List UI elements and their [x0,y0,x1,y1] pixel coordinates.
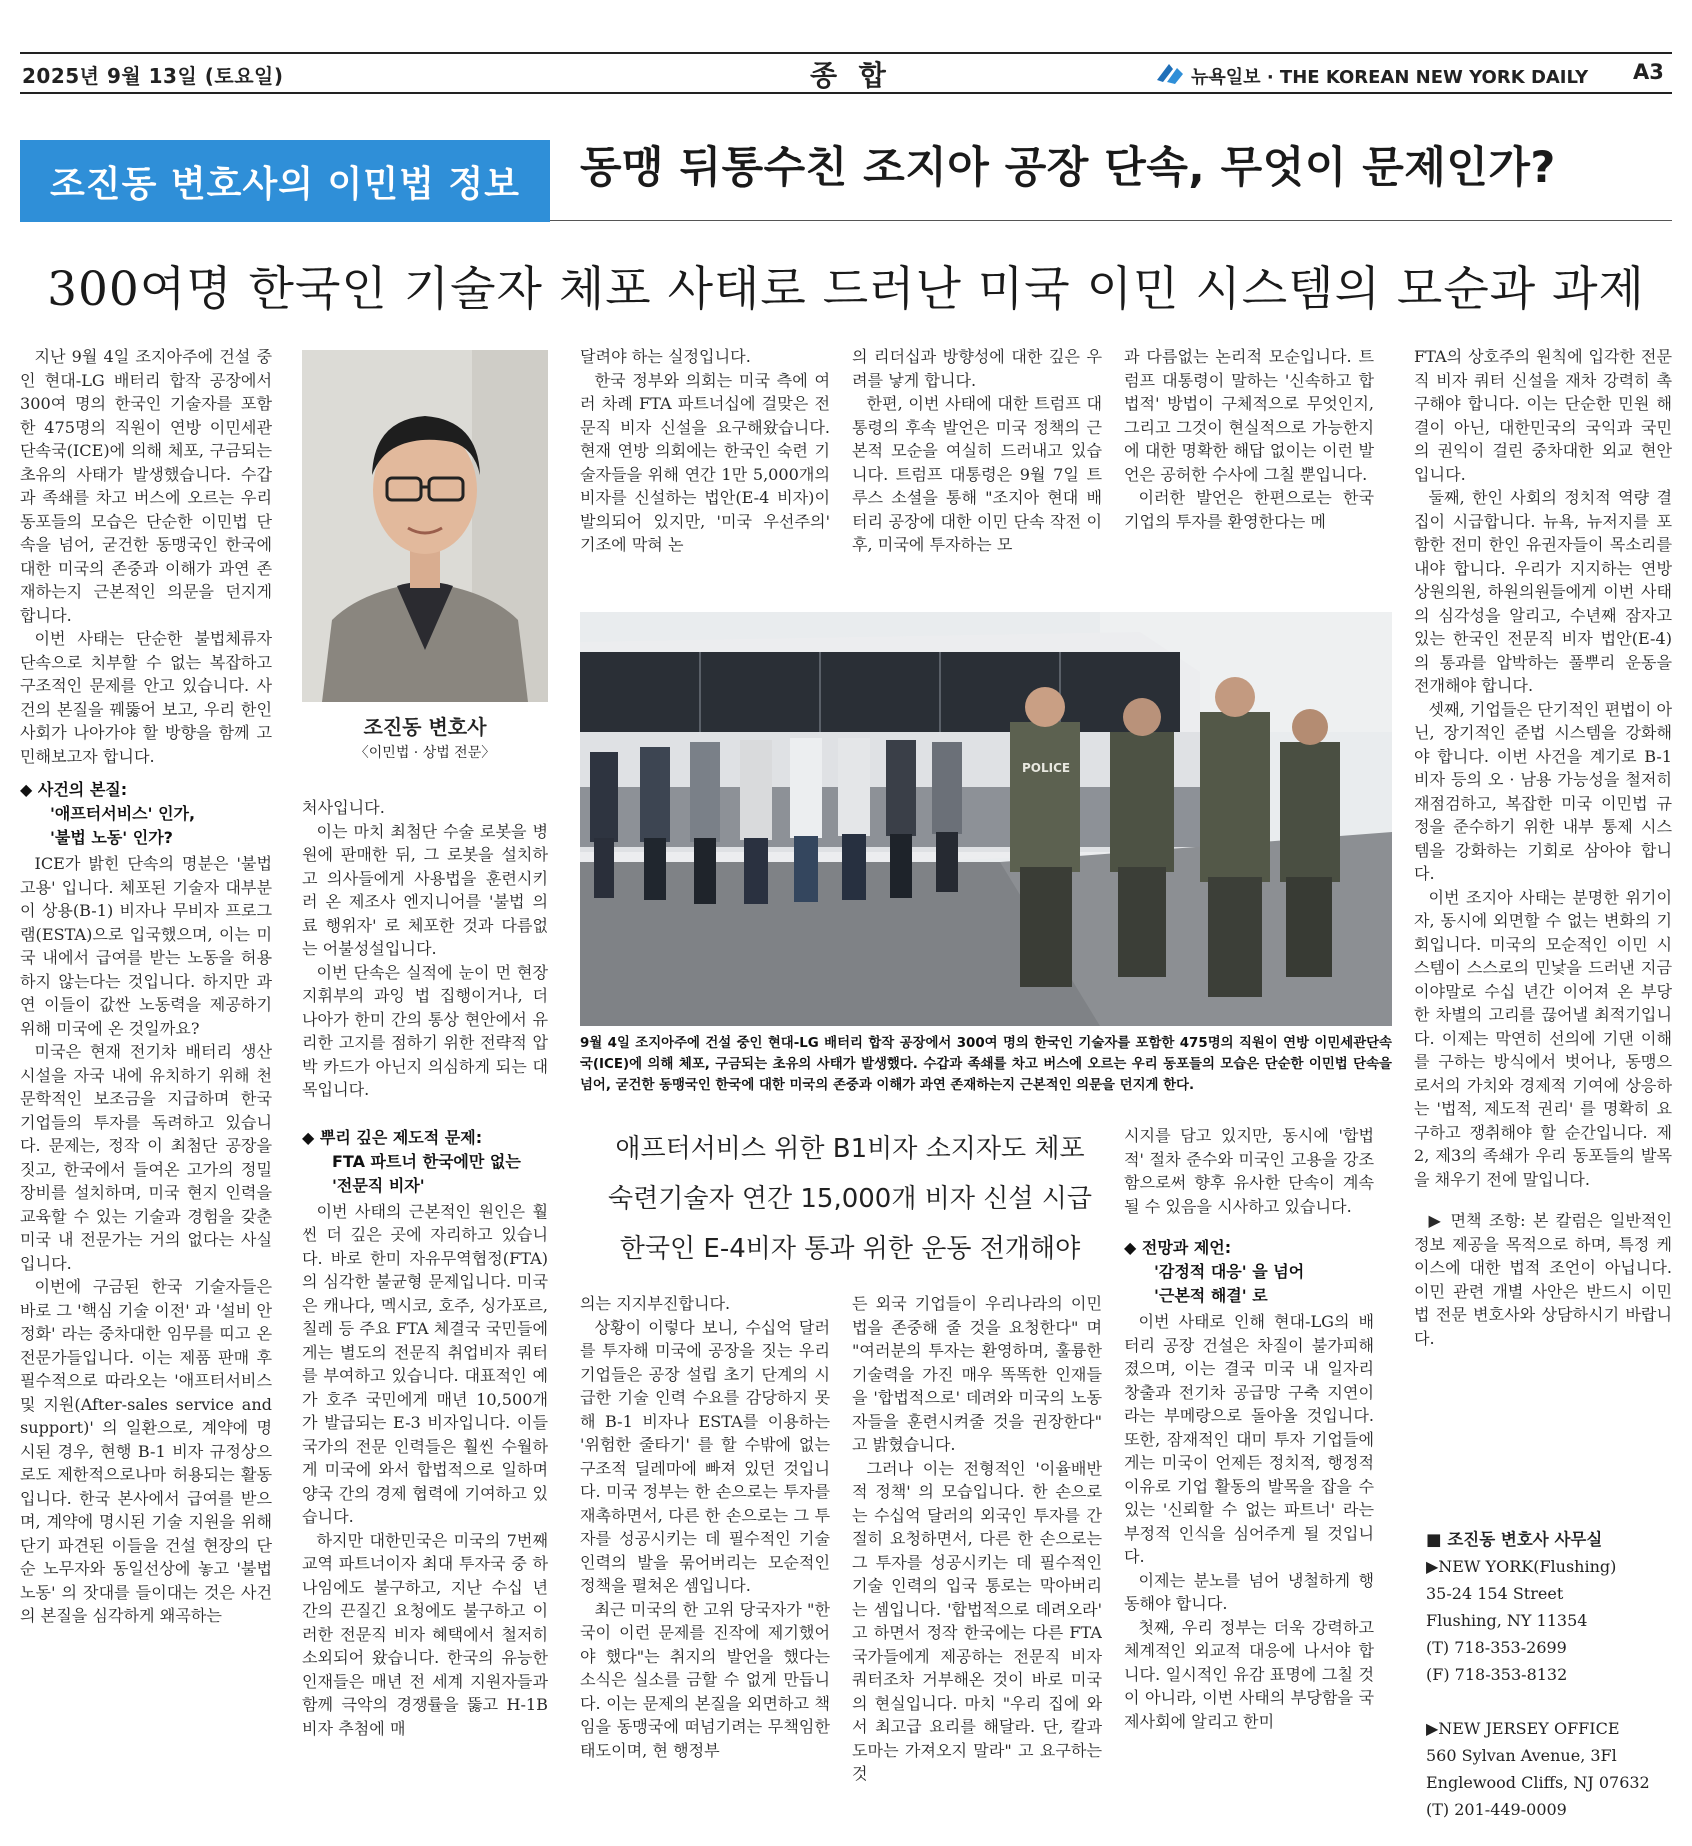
issue-date: 2025년 9월 13일 (토요일) [22,64,284,88]
paragraph: 이제는 분노를 넘어 냉철하게 행동해야 합니다. [1124,1570,1374,1613]
section-name: 종 합 [810,59,892,92]
paragraph: 이는 마치 최첨단 수술 로봇을 병원에 판매한 뒤, 그 로봇을 설치하고 의사들에게 사용법을 훈련시키러 온 제조사 엔지니어를 '불법 의료 행위자' 로 체포한 것과 다름없는 어불성설입니다. [302,821,548,958]
article-column-1 [20,345,272,1845]
author-name: 조진동 변호사 [363,715,487,739]
paragraph: 이번 단속은 실적에 눈이 먼 현장 지휘부의 과잉 법 집행이거나, 더 나아가 한미 간의 통상 현안에서 유리한 고지를 점하기 위한 전략적 압박 카드가 아닌지 의심하게 되는 대목입니다. [302,962,548,1099]
article-column-3-top [580,345,830,580]
paragraph: 이번 조지아 사태는 분명한 위기이자, 동시에 외면할 수 없는 변화의 기회입니다. 미국의 모순적인 이민 시스템이 스스로의 민낯을 드러낸 지금 이야말로 수십 년간 이어져 온 부당한 차별의 고리를 끊어낼 최적기입니다. 이제는 막연히 선의에 기댄 이해를 구하는 방식에서 벗어나, 동맹으로서의 가치와 경제적 기여에 상응하는 '법적, 제도적 권리' 를 명확히 요구하고 쟁취해야 할 순간입니다. 제2, 제3의 족쇄가 우리 동포들의 발목을 채우기 전에 말입니다. [1414,887,1672,1189]
column-badge: 조진동 변호사의 이민법 정보 [20,140,550,222]
paragraph: 상황이 이렇다 보니, 수십억 달러를 투자해 미국에 공장을 짓는 우리 기업들은 공장 설립 초기 단계의 시급한 기술 인력 수요를 감당하지 못해 B-1 비자나 ESTA를 이용하는 '위험한 줄타기' 를 할 수밖에 없는 구조적 딜레마에 빠져 있던 것입니다. 미국 정부는 한 손으로는 투자를 재촉하면서, 다른 한 손으로는 그 투자를 성공시키는 데 필수적인 기술 인력의 발을 묶어버리는 모순적인 정책을 펼쳐온 셈입니다. [580,1317,830,1595]
paragraph: 과 다름없는 논리적 모순입니다. 트럼프 대통령이 말하는 '신속하고 합법적' 방법이 구체적으로 무엇인지, 그리고 그것이 현실적으로 가능한지에 대한 명확한 해답 없이는 이런 발언은 공허한 수사에 그칠 뿐입니다. [1124,347,1374,484]
page-number: A3 [1633,60,1664,84]
pull-quote [580,1124,1120,1274]
pull-quote-line: 한국인 E-4비자 통과 위한 운동 전개해야 [619,1234,1081,1264]
paragraph: 둘째, 한인 사회의 정치적 역량 결집이 시급합니다. 뉴욕, 뉴저지를 포함한 전미 한인 유권자들이 목소리를 내야 합니다. 우리가 지지하는 연방 상원의원, 하원의원들에게 이번 사태의 심각성을 알리고, 수년째 잠자고 있는 한국인 전문직 비자 법안(E-4)의 통과를 압박하는 풀뿌리 운동을 전개해야 합니다. [1414,488,1672,695]
article-column-4-top [852,345,1102,580]
paragraph: 셋째, 기업들은 단기적인 편법이 아닌, 장기적인 준법 시스템을 강화해야 합니다. 이번 사건을 계기로 B-1 비자 등의 오 · 남용 가능성을 철저히 재점검하고, 복잡한 미국 이민법 규정을 준수하기 위한 내부 통제 시스템을 강화하는 기회로 삼아야 합니다. [1414,699,1672,883]
headline: 동맹 뒤통수친 조지아 공장 단속, 무엇이 문제인가? [580,143,1556,193]
paragraph: 하지만 대한민국은 미국의 7번째 교역 파트너이자 최대 투자국 중 하나임에도 불구하고, 지난 수십 년 간의 끈질긴 요청에도 불구하고 이러한 전문직 비자 혜택에서 철저히 소외되어 왔습니다. 한국의 유능한 인재들은 매년 전 세계 지원자들과 함께 극악의 경쟁률을 뚫고 H-1B 비자 추첨에 매 [302,1530,548,1738]
office-ny-label: ▶NEW YORK(Flushing) [1426,1557,1617,1576]
article-column-4-bottom [852,1292,1102,1845]
section-heading: ◆ 전망과 제언: '감정적 대응' 을 넘어 '근본적 해결' 로 [1124,1238,1305,1305]
paragraph: 시지를 담고 있지만, 동시에 '합법적' 절차 준수와 미국인 고용을 강조함으로써 향후 유사한 단속이 계속될 수 있음을 시사하고 있습니다. [1124,1126,1374,1216]
newspaper-logo-icon [1155,60,1185,91]
office-nj-address: 560 Sylvan Avenue, 3Fl [1426,1746,1617,1765]
paragraph: 이번에 구금된 한국 기술자들은 바로 그 '핵심 기술 이전' 과 '설비 안정화' 라는 중차대한 임무를 띠고 온 전문가들입니다. 이는 제품 판매 후 필수적으로 따라오는 '애프터서비스 및 지원(After-sales service and support)' 의 일환으로, 계약에 명시된 경우, 현행 B-1 비자 규정상으로도 제한적으로나마 허용되는 활동입니다. 한국 본사에서 급여를 받으며, 계약에 명시된 기술 지원을 위해 단기 파견된 이들을 건설 현장의 단순 노무자와 동일선상에 놓고 '불법 노동' 의 잣대를 들이대는 것은 사건의 본질을 심각하게 왜곡하는 [20,1277,272,1625]
paragraph: 이번 사태의 근본적인 원인은 훨씬 더 깊은 곳에 자리하고 있습니다. 바로 한미 자유무역협정(FTA)의 심각한 불균형 문제입니다. 미국은 캐나다, 멕시코, 호주, 싱가포르, 칠레 등 주요 FTA 체결국 국민들에게는 별도의 전문직 취업비자 쿼터를 부여하고 있습니다. 대표적인 예가 호주 국민에게 매년 10,500개가 발급되는 E-3 비자입니다. 이들 국가의 전문 인력들은 훨씬 수월하게 미국에 와서 합법적으로 일하며 양국 간의 경제 협력에 기여하고 있습니다. [302,1201,548,1526]
office-ny-city: Flushing, NY 11354 [1426,1611,1588,1630]
pull-quote-line: 숙련기술자 연간 15,000개 비자 신설 시급 [608,1184,1092,1214]
masthead [1155,60,1588,91]
photo-caption: 9월 4일 조지아주에 건설 중인 현대-LG 배터리 합작 공장에서 300여 명의 한국인 기술자를 포함한 475명의 직원이 연방 이민세관단속국(ICE)에 의해 체포, 구금되는 초유의 사태가 발생했다. 수갑과 족쇄를 차고 버스에 오르는 우리 동포들의 모습은 단순한 이민법 단속을 넘어, 굳건한 동맹국인 한국에 대한 미국의 존중과 이해가 과연 존재하는지 근본적인 의문을 던지게 한다. [580,1036,1392,1093]
paragraph: 이번 사태로 인해 현대-LG의 배터리 공장 건설은 차질이 불가피해졌으며, 이는 결국 미국 내 일자리 창출과 전기차 공급망 구축 지연이라는 부메랑으로 돌아올 것입니다. 또한, 잠재적인 대미 투자 기업들에게는 미국이 언제든 정치적, 행정적 이유로 기업 활동의 발목을 잡을 수 있는 '신뢰할 수 없는 파트너' 라는 부정적 인식을 심어주게 될 것입니다. [1124,1312,1374,1566]
section-heading: ◆ 사건의 본질: '애프터서비스' 인가, '불법 노동' 인가? [20,780,196,847]
office-ny-phone: (T) 718-353-2699 [1426,1638,1567,1657]
paragraph: 처사입니다. [302,798,385,817]
paragraph: FTA의 상호주의 원칙에 입각한 전문직 비자 쿼터 신설을 재차 강력히 촉구해야 합니다. 이는 단순한 민원 해결이 아닌, 대한민국의 국익과 국민의 권익이 걸린 중차대한 외교 현안입니다. [1414,347,1672,484]
office-ny-fax: (F) 718-353-8132 [1426,1665,1568,1684]
title-underline [550,220,1672,221]
article-column-6 [1414,345,1672,1510]
paragraph: 지난 9월 4일 조지아주에 건설 중인 현대-LG 배터리 합작 공장에서 300여 명의 한국인 기술자를 포함한 475명의 직원이 연방 이민세관단속국(ICE)에 의해 체포, 구금되는 초유의 사태가 발생했습니다. 수갑과 족쇄를 차고 버스에 오르는 우리 동포들의 모습은 단순한 이민법 단속을 넘어, 굳건한 동맹국인 한국에 대한 미국의 존중과 이해가 과연 존재하는지 근본적인 의문을 던지게 합니다. [20,347,272,625]
paragraph: 미국은 현재 전기차 배터리 생산 시설을 자국 내에 유치하기 위해 천문학적인 보조금을 지급하며 한국 기업들의 투자를 독려하고 있습니다. 문제는, 정작 이 최첨단 공장을 짓고, 한국에서 들여온 고가의 정밀 장비를 설치하며, 미국 현지 인력을 교육할 수 있는 기술과 경험을 갖춘 미국 내 전문가는 거의 없다는 사실입니다. [20,1042,272,1273]
article-column-3-bottom [580,1292,830,1845]
author-role: 〈이민법 · 상법 전문〉 [354,745,496,761]
author-photo [302,350,548,702]
paragraph: 든 외국 기업들이 우리나라의 이민법을 존중해 줄 것을 요청한다" 며 "여러분의 투자는 환영하며, 훌륭한 기술력을 가진 매우 똑똑한 인재들을 '합법적으로' 데려와 미국의 노동자들을 훈련시켜줄 것을 권장한다" 고 밝혔습니다. [852,1294,1102,1454]
paragraph: 이번 사태는 단순한 불법체류자 단속으로 치부할 수 없는 복잡하고 구조적인 문제를 안고 있습니다. 사건의 본질을 꿰뚫어 보고, 우리 한인 사회가 나아가야 할 방향을 함께 고민해보고자 합니다. [20,629,272,766]
article-column-2 [302,796,548,1846]
paragraph: 최근 미국의 한 고위 당국자가 "한국이 이런 문제를 진작에 제기했어야 했다"는 취지의 발언을 했다는 소식은 실소를 금할 수 없게 만듭니다. 이는 문제의 본질을 외면하고 책임을 동맹국에 떠넘기려는 무책임한 태도이며, 현 행정부 [580,1599,830,1760]
office-info [1426,1526,1672,1823]
paragraph: 첫째, 우리 정부는 더욱 강력하고 체계적인 외교적 대응에 나서야 합니다. 일시적인 유감 표명에 그칠 것이 아니라, 이번 사태의 부당함을 국제사회에 알리고 한미 [1124,1617,1374,1731]
disclaimer: ▶ 면책 조항: 본 칼럼은 일반적인 정보 제공을 목적으로 하며, 특정 케이스에 대한 법적 조언이 아닙니다. 이민 관련 개별 사안은 반드시 이민법 전문 변호사와 상담하시기 바랍니다. [1414,1211,1672,1348]
office-ny-address: 35-24 154 Street [1426,1584,1564,1603]
article-column-5-top [1124,345,1374,580]
subheadline: 300여명 한국인 기술자 체포 사태로 드러난 미국 이민 시스템의 모순과 과제 [47,262,1645,317]
office-nj-city: Englewood Cliffs, NJ 07632 [1426,1773,1650,1792]
office-heading: ■ 조진동 변호사 사무실 [1426,1530,1603,1549]
pull-quote-line: 애프터서비스 위한 B1비자 소지자도 체포 [615,1134,1085,1164]
office-nj-label: ▶NEW JERSEY OFFICE [1426,1719,1620,1738]
section-heading: ◆ 뿌리 깊은 제도적 문제: FTA 파트너 한국에만 없는 '전문직 비자' [302,1127,521,1195]
police-vest-text: POLICE [1022,761,1071,775]
office-nj-phone: (T) 201-449-0009 [1426,1800,1567,1819]
paragraph: 의는 지지부진합니다. [580,1294,731,1313]
newspaper-name: 뉴욕일보 · THE KOREAN NEW YORK DAILY [1191,66,1589,88]
paragraph: 한편, 이번 사태에 대한 트럼프 대통령의 후속 발언은 미국 정책의 근본적 모순을 여실히 드러내고 있습니다. 트럼프 대통령은 9월 7일 트루스 소셜을 통해 "조지아 현대 배터리 공장에 대한 이민 단속 작전 이후, 미국에 투자하는 모 [852,394,1102,554]
header-bottom-rule [20,92,1672,94]
paragraph: 달려야 하는 실정입니다. [580,347,751,366]
paragraph: 그러나 이는 전형적인 '이율배반적 정책' 의 모습입니다. 한 손으로는 수십억 달러의 외국인 투자를 간절히 요청하면서, 다른 한 손으로는 그 투자를 성공시키는 데 필수적인 기술 인력의 입국 통로는 막아버리는 셈입니다. '합법적으로 데려오라' 고 하면서 정작 한국에는 다른 FTA 국가들에게 제공하는 전문직 비자 쿼터조차 거부해온 것이 바로 미국의 현실입니다. 마치 "우리 집에 와서 최고급 요리를 해달라. 단, 칼과 도마는 가져오지 말라" 고 요구하는 것 [852,1458,1102,1783]
paragraph: 의 리더십과 방향성에 대한 깊은 우려를 낳게 합니다. [852,347,1102,390]
paragraph: 이러한 발언은 한편으로는 한국 기업의 투자를 환영한다는 메 [1124,488,1374,531]
news-photo [580,612,1392,1026]
paragraph: ICE가 밝힌 단속의 명분은 '불법 고용' 입니다. 체포된 기술자 대부분이 상용(B-1) 비자나 무비자 프로그램(ESTA)으로 입국했으며, 이는 미국 내에서 급여를 받는 노동을 허용하지 않는다는 것입니다. 하지만 과연 이들이 값싼 노동력을 제공하기 위해 미국에 온 것일까요? [20,854,272,1038]
paragraph: 한국 정부와 의회는 미국 측에 여러 차례 FTA 파트너십에 걸맞은 전문직 비자 신설을 요구해왔습니다. 현재 연방 의회에는 한국인 숙련 기술자들을 위해 연간 1만 5,000개의 비자를 신설하는 법안(E-4 비자)이 발의되어 있지만, '미국 우선주의' 기조에 막혀 논 [580,370,830,554]
article-column-5-bottom [1124,1124,1374,1845]
